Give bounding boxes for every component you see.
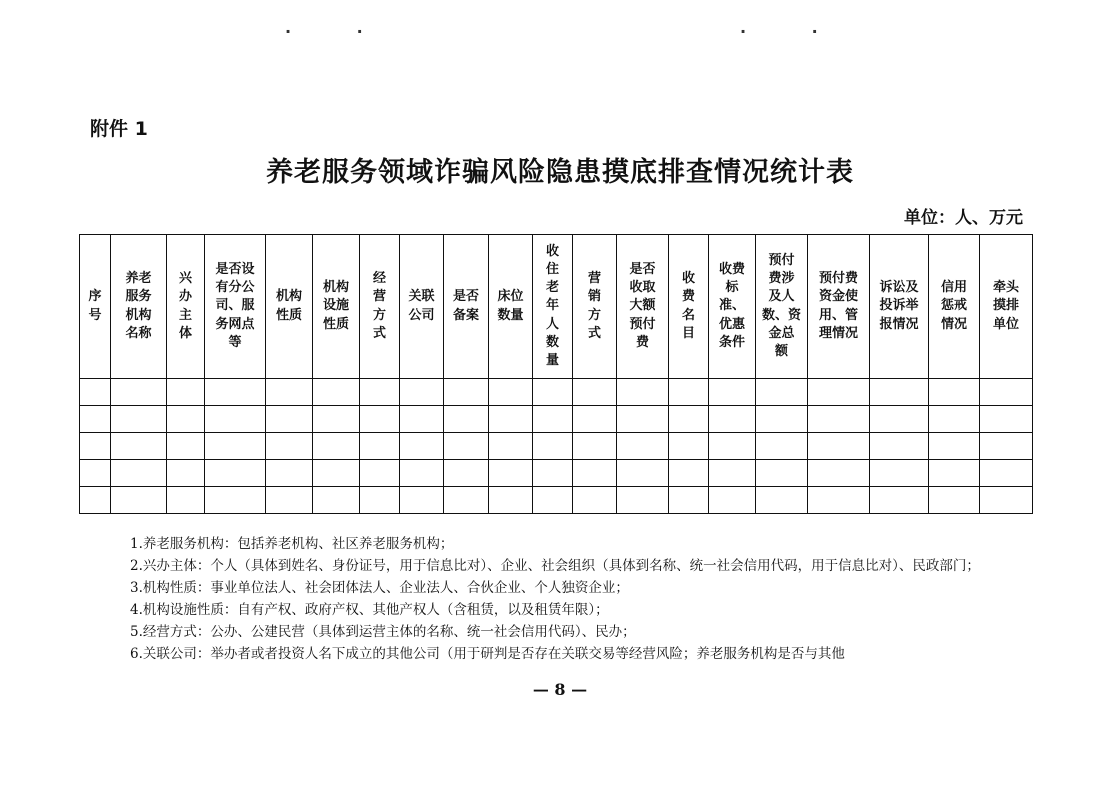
- column-header-label: 诉讼及 投诉举 报情况: [879, 280, 919, 332]
- table-cell: [444, 460, 489, 487]
- table-cell: [980, 433, 1033, 460]
- table-cell: [709, 487, 756, 514]
- table-cell: [533, 379, 573, 406]
- table-cell: [489, 487, 533, 514]
- table-cell: [980, 460, 1033, 487]
- column-header: [167, 235, 205, 379]
- column-header-label: 预付 费涉 及人 数、资 金总 额: [761, 252, 801, 359]
- column-header-label: 营 销 方 式: [587, 271, 601, 341]
- table-cell: [870, 406, 929, 433]
- column-header: [533, 235, 573, 379]
- column-header-label: 是否设 有分公 司、服 务网点 等: [215, 262, 255, 350]
- table-row: [80, 487, 1033, 514]
- column-header-label: 养老 服务 机构 名称: [125, 271, 152, 341]
- column-header-label: 信用 惩戒 情况: [940, 280, 967, 332]
- table-cell: [400, 460, 444, 487]
- column-header-label: 是否 备案: [452, 289, 479, 323]
- note-item: 5.经营方式：公办、公建民营（具体到运营主体的名称、统一社会信用代码）、民办；: [130, 624, 636, 640]
- table-cell: [167, 379, 205, 406]
- table-cell: [929, 406, 980, 433]
- table-cell: [709, 433, 756, 460]
- table-cell: [756, 460, 808, 487]
- table-cell: [870, 460, 929, 487]
- note-item: 3.机构性质：事业单位法人、社会团体法人、企业法人、合伙企业、个人独资企业；: [130, 580, 629, 596]
- table-cell: [808, 433, 870, 460]
- table-cell: [205, 460, 266, 487]
- page-title: 养老服务领域诈骗风险隐患摸底排查情况统计表: [266, 157, 854, 188]
- table-cell: [808, 460, 870, 487]
- table-cell: [400, 379, 444, 406]
- table-cell: [111, 406, 167, 433]
- table-cell: [617, 379, 669, 406]
- table-cell: [400, 406, 444, 433]
- table-cell: [980, 406, 1033, 433]
- table-cell: [669, 487, 709, 514]
- table-row: [80, 433, 1033, 460]
- note-item: 2.兴办主体：个人（具体到姓名、身份证号，用于信息比对）、企业、社会组织（具体到名称、统一社会信用代码，用于信息比对）、民政部门；: [130, 558, 980, 574]
- table-cell: [313, 460, 360, 487]
- table-cell: [266, 379, 313, 406]
- table-cell: [313, 487, 360, 514]
- table-cell: [444, 379, 489, 406]
- table-cell: [573, 406, 617, 433]
- table-cell: [80, 433, 111, 460]
- column-header: [573, 235, 617, 379]
- table-cell: [929, 460, 980, 487]
- column-header-label: 收费 标 准、 优惠 条件: [718, 262, 745, 350]
- column-header: [444, 235, 489, 379]
- table-cell: [360, 379, 400, 406]
- table-cell: [489, 406, 533, 433]
- column-header-label: 床位 数量: [497, 289, 524, 323]
- column-header-label: 机构 性质: [275, 289, 302, 323]
- column-header: [80, 235, 111, 379]
- table-cell: [444, 433, 489, 460]
- table-cell: [980, 379, 1033, 406]
- column-header-label: 收 住 老 年 人 数 量: [545, 243, 559, 368]
- statistics-table: [79, 234, 1033, 514]
- column-header-label: 关联 公司: [408, 289, 435, 323]
- table-cell: [80, 460, 111, 487]
- column-header: [669, 235, 709, 379]
- table-cell: [205, 487, 266, 514]
- table-cell: [313, 379, 360, 406]
- table-row: [80, 406, 1033, 433]
- table-cell: [870, 433, 929, 460]
- table-cell: [533, 433, 573, 460]
- table-cell: [360, 460, 400, 487]
- column-header-label: 牵头 摸排 单位: [992, 280, 1019, 332]
- table-cell: [573, 433, 617, 460]
- column-header-label: 序 号: [88, 289, 102, 323]
- table-cell: [205, 406, 266, 433]
- table-cell: [266, 460, 313, 487]
- table-cell: [360, 487, 400, 514]
- table-cell: [669, 433, 709, 460]
- table-cell: [167, 406, 205, 433]
- table-cell: [709, 460, 756, 487]
- table-cell: [669, 406, 709, 433]
- table-cell: [929, 433, 980, 460]
- table-cell: [111, 379, 167, 406]
- column-header: [870, 235, 929, 379]
- attachment-label: 附件 1: [90, 118, 148, 140]
- column-header-label: 是否 收取 大额 预付 费: [629, 262, 656, 350]
- table-cell: [111, 487, 167, 514]
- table-cell: [444, 487, 489, 514]
- table-cell: [929, 487, 980, 514]
- table-header-row: [80, 235, 1033, 379]
- table-cell: [80, 487, 111, 514]
- column-header: [400, 235, 444, 379]
- column-header: [111, 235, 167, 379]
- table-row: [80, 460, 1033, 487]
- table-cell: [617, 406, 669, 433]
- column-header: [808, 235, 870, 379]
- table-body: [80, 379, 1033, 514]
- column-header: [360, 235, 400, 379]
- column-header-label: 兴 办 主 体: [178, 271, 192, 341]
- table-cell: [929, 379, 980, 406]
- table-cell: [111, 460, 167, 487]
- table-cell: [808, 487, 870, 514]
- table-cell: [870, 487, 929, 514]
- table-cell: [756, 487, 808, 514]
- note-item: 4.机构设施性质：自有产权、政府产权、其他产权人（含租赁，以及租赁年限）；: [130, 602, 609, 618]
- column-header-label: 收 费 名 目: [681, 271, 695, 341]
- table-cell: [400, 433, 444, 460]
- column-header: [266, 235, 313, 379]
- table-cell: [756, 379, 808, 406]
- table-cell: [669, 460, 709, 487]
- column-header: [980, 235, 1033, 379]
- table-cell: [808, 406, 870, 433]
- table-cell: [980, 487, 1033, 514]
- column-header-label: 预付费 资金使 用、管 理情况: [818, 271, 858, 341]
- column-header: [313, 235, 360, 379]
- table-cell: [205, 379, 266, 406]
- table-cell: [617, 460, 669, 487]
- table-cell: [111, 433, 167, 460]
- column-header: [929, 235, 980, 379]
- table-cell: [444, 406, 489, 433]
- table-row: [80, 379, 1033, 406]
- note-item: 1.养老服务机构：包括养老机构、社区养老服务机构；: [130, 536, 454, 552]
- note-item: 6.关联公司：举办者或者投资人名下成立的其他公司（用于研判是否存在关联交易等经营风险；养老服务机构是否与其他: [130, 646, 845, 662]
- table-cell: [808, 379, 870, 406]
- table-cell: [709, 379, 756, 406]
- column-header: [617, 235, 669, 379]
- table-cell: [167, 487, 205, 514]
- column-header: [709, 235, 756, 379]
- table-cell: [360, 406, 400, 433]
- table-cell: [573, 487, 617, 514]
- table-cell: [533, 487, 573, 514]
- page-number: — 8 —: [532, 680, 588, 699]
- table-cell: [617, 433, 669, 460]
- table-cell: [533, 406, 573, 433]
- column-header-label: 机构 设施 性质: [322, 280, 349, 332]
- table-cell: [533, 460, 573, 487]
- table-cell: [313, 406, 360, 433]
- table-cell: [489, 379, 533, 406]
- table-cell: [360, 433, 400, 460]
- table-cell: [489, 433, 533, 460]
- table-cell: [400, 487, 444, 514]
- table-cell: [870, 379, 929, 406]
- table-cell: [80, 379, 111, 406]
- table-cell: [167, 460, 205, 487]
- table-cell: [266, 406, 313, 433]
- column-header: [756, 235, 808, 379]
- table-cell: [266, 433, 313, 460]
- header-mark-left: · ·: [285, 22, 393, 41]
- table-cell: [709, 406, 756, 433]
- column-header: [205, 235, 266, 379]
- unit-label: 单位：人、万元: [904, 208, 1023, 228]
- table-cell: [167, 433, 205, 460]
- table-cell: [756, 406, 808, 433]
- column-header-label: 经 营 方 式: [372, 271, 386, 341]
- table-cell: [313, 433, 360, 460]
- table-cell: [205, 433, 266, 460]
- table-cell: [489, 460, 533, 487]
- table-cell: [80, 406, 111, 433]
- table-cell: [756, 433, 808, 460]
- notes-section: [130, 533, 990, 665]
- table-cell: [669, 379, 709, 406]
- table-cell: [573, 379, 617, 406]
- table-cell: [573, 460, 617, 487]
- table-cell: [617, 487, 669, 514]
- column-header: [489, 235, 533, 379]
- header-mark-right: · ·: [740, 22, 848, 41]
- table-cell: [266, 487, 313, 514]
